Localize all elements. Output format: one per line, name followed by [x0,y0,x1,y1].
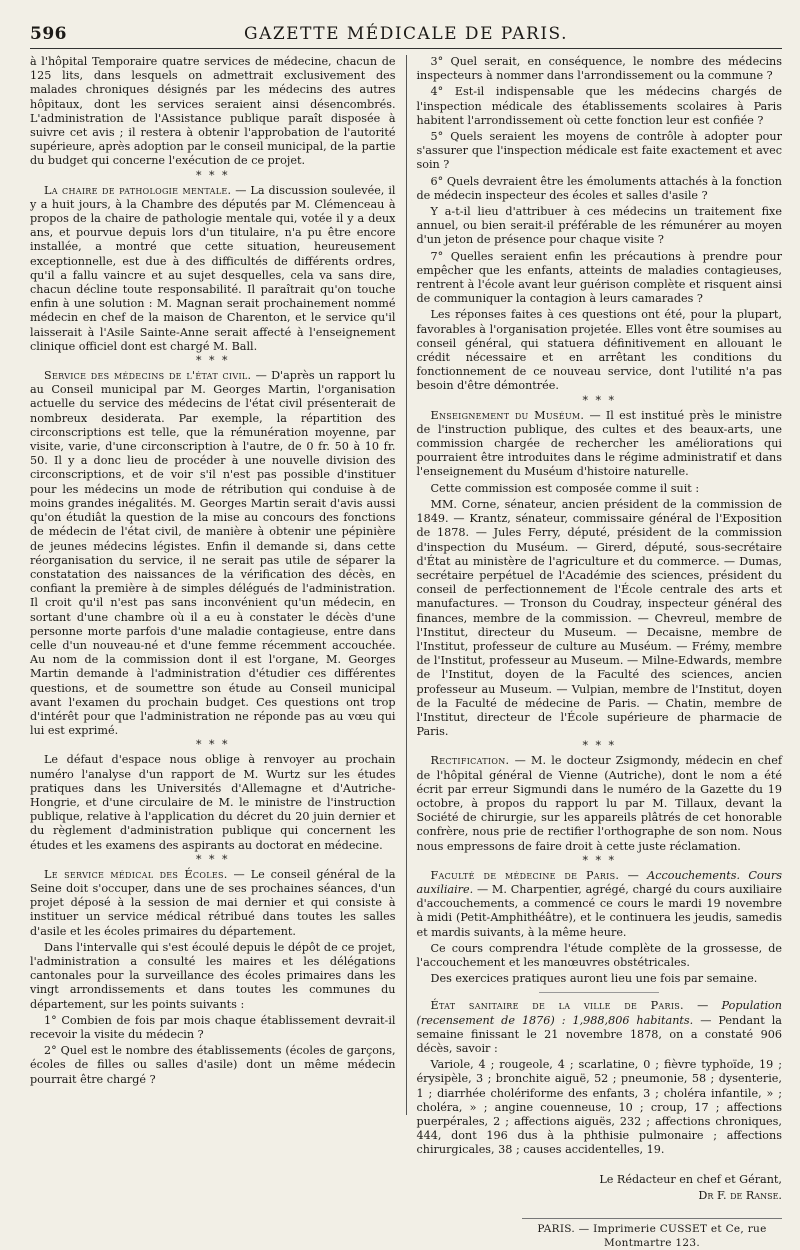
question-7: 7° Quelles seraient enfin les précautions à prendre pour empêcher que les enfants, atteints de maladies contagieuses, rentrent à l'école avant leur guérison complète et risquent ainsi de communiquer la contagion à leurs camarades ? [416,249,782,306]
ecoles-paragraph-2: Dans l'intervalle qui s'est écoulé depuis le dépôt de ce projet, l'administration a consulté les maires et les délégations cantonales pour la surveillance des écoles primaires dans les vingt arrondissements et dans toutes les communes du département, sur les points suivants : [30,940,396,1011]
section-separator: * * * [196,354,230,368]
faculte-article [416,869,782,940]
signature-block [416,1172,782,1204]
reponses-paragraph: Les réponses faites à ces questions ont été, pour la plupart, favorables à l'organisation projetée. Elles vont être soumises au conseil général, qui statuera définitivement en allouant le crédit nécessaire et en arrêtant les conditions du fonctionnement de ce nouveau service, dont l'utilité n'a pas besoin d'être démontrée. [416,308,782,393]
museum-members: MM. Corne, sénateur, ancien président de la commission de 1849. — Krantz, sénateur, commissaire général de l'Exposition de 1878. — Jules Ferry, député, président de la commission d'inspection du Muséum. — Girerd, député, sous-secrétaire d'État au ministère de l'agriculture et du commerce. — Dumas, secrétaire perpétuel de l'Académie des sciences, président du conseil de perfectionnement de l'École centrale des arts et manufactures. — Tronson du Coudray, inspecteur général des finances, membre de la commission. — Chevreul, membre de l'Institut, directeur du Museum. — Decaisne, membre de l'Institut, professeur de culture au Muséum. — Frémy, membre de l'Institut, professeur au Museum. — Milne-Edwards, membre de l'Institut, doyen de la Faculté des sciences, ancien professeur au Museum. — Vulpian, membre de l'Institut, doyen de la Faculté de médecine de Paris. — Chatin, membre de l'Institut, directeur de l'École supérieure de pharmacie de Paris. [416,497,782,739]
signature-name: Dr F. de Ranse. [698,1188,782,1202]
question-5: 5° Quels seraient les moyens de contrôle à adopter pour s'assurer que l'inspection médicale est faite exactement et avec soin ? [416,130,782,172]
section-separator: * * * [196,738,230,752]
question-6b: Y a-t-il lieu d'attribuer à ces médecins un traitement fixe annuel, ou bien serait-il préférable de les rémunérer au moyen d'un jeton de présence pour chaque visite ? [416,205,782,247]
signature-role: Le Rédacteur en chef et Gérant, [599,1172,782,1186]
sanitaire-subtitle: — Population (recensement de 1876) : 1,988,806 habitants. [416,999,782,1027]
faculte-subtitle: — Accouchements. Cours auxiliaire. [416,868,782,896]
left-column [30,55,406,1115]
defaut-paragraph: Le défaut d'espace nous oblige à renvoyer au prochain numéro l'analyse d'un rapport de M. Wurtz sur les études pratiques dans les Universités d'Allemagne et d'Autriche-Hongrie, et d'une circulaire de M. le ministre de l'instruction publique, relative à l'application du décret du 20 juin dernier et du règlement d'administration publique qui concernent les études et les examens des aspirants au doctorat en médecine. [30,753,396,852]
sanitaire-article [416,999,782,1056]
patho-body: — La discussion soulevée, il y a huit jours, à la Chambre des députés par M. Clémenceau à propos de la chaire de pathologie mentale qui, votée il y a deux ans, et pourvue depuis lors d'un titulaire, n'a pu être encore installée, a montré que cette situation, heureusement exceptionnelle, est due à des difficultés de différents ordres, qu'il a fallu vaincre et au sujet desquelles, cela va sans dire, chacun décline toute responsabilité. Il paraîtrait qu'on touche enfin à une solution : M. Magnan serait prochainement nommé médecin en chef de la maison de Charenton, et le service qu'il laisserait à l'Asile Sainte-Anne serait affecté à l'enseignement clinique officiel dont est chargé M. Ball. [30,183,396,353]
section-separator: * * * [582,853,616,867]
article-columns [30,55,782,1249]
museum-article [416,409,782,480]
question-4: 4° Est-il indispensable que les médecins chargés de l'inspection médicale des établissements scolaires à Paris habitent l'arrondissement où cette fonction leur est confiée ? [416,85,782,127]
page-number: 596 [30,24,67,44]
short-rule [539,992,659,993]
right-column [406,55,782,1249]
rectif-article [416,754,782,853]
faculte-body: — M. Charpentier, agrégé, chargé du cours auxiliaire d'accouchements, a commencé ce cours le mardi 19 novembre à midi (Petit-Amphithéâtre), et le continuera les jeudis, samedis et mardis suivants, à la même heure. [416,882,782,939]
intro-paragraph: à l'hôpital Temporaire quatre services de médecine, chacun de 125 lits, dans lesquels on admettrait exclusivement des malades chroniques désignés par les médecins des autres hôpitaux, dont les services seraient ainsi désencombrés. L'administration de l'Assistance publique paraît disposée à suivre cet avis ; il restera à obtenir l'approbation de l'autorité supérieure, après adoption par le conseil municipal, de la partie du budget qui concerne l'exécution de ce projet. [30,55,396,168]
section-separator: * * * [196,852,230,866]
etatcivil-article [30,369,396,738]
faculte-paragraph-3: Des exercices pratiques auront lieu une fois par semaine. [430,972,758,986]
rectif-title: Rectification. [430,754,510,768]
ecoles-article [30,868,396,939]
journal-title: GAZETTE MÉDICALE DE PARIS. [244,24,568,44]
ecoles-body: — Le conseil général de la Seine doit s'occuper, dans une de ses prochaines séances, d'un projet déposé à la session de mai dernier et qui consiste à instituer un service médical rétribué dans toutes les salles d'asile et les écoles primaires du département. [30,867,396,938]
sanitaire-body: — Pendant la semaine finissant le 21 novembre 1878, on a constaté 906 décès, savoir : [416,1013,782,1055]
section-separator: * * * [582,739,616,753]
patho-article [30,184,396,354]
faculte-paragraph-2: Ce cours comprendra l'étude complète de la grossesse, de l'accouchement et les manœuvres obstétricales. [416,941,782,969]
question-6: 6° Quels devraient être les émoluments attachés à la fonction de médecin inspecteur des écoles et salles d'asile ? [416,174,782,202]
etatcivil-title: Service des médecins de l'état civil. [44,369,252,383]
ecoles-title: Le service médical des Écoles. [44,867,228,881]
etatcivil-body: — D'après un rapport lu au Conseil municipal par M. Georges Martin, l'organisation actuelle du service des médecins de l'état civil présenterait de nombreux desiderata. Par exemple, la répartition des circonscriptions est telle, que la rémunération moyenne, par visite, varie, d'une circonscription à l'autre, de 0 fr. 50 à 10 fr. 50. Il y a donc lieu de procéder à une nouvelle division des circonscriptions, et de voir s'il n'est pas possible d'instituer pour les médecins un mode de rétribution qui conduise à de moins grandes inégalités. M. Georges Martin serait d'avis aussi qu'on étudiât la question de la mise au concours des fonctions de médecin de l'état civil, de manière à obtenir une pépinière de jeunes médecins légistes. Enfin il demande si, dans cette réorganisation du service, il ne serait pas utile de séparer la constatation des naissances de la vérification des décès, en confiant la première à de simples délégués de l'administration. Il croit qu'il n'est pas sans inconvénient qu'un médecin, en sortant d'une chambre où il a eu à constater le décès d'une personne morte parfois d'une maladie contagieuse, entre dans celle d'un nouveau-né et d'une femme récemment accouchée. Au nom de la commission dont il est l'organe, M. Georges Martin demande à l'administration d'étudier ces différentes questions, et de soumettre son étude au Conseil municipal avant l'examen du prochain budget. Ces questions ont trop d'intérêt pour que l'administration ne réponde pas au vœu qui lui est exprimé. [30,369,396,738]
museum-title: Enseignement du Muséum. [430,408,585,422]
faculte-title: Faculté de médecine de Paris. [430,868,620,882]
section-separator: * * * [196,168,230,182]
question-3: 3° Quel serait, en conséquence, le nombre des médecins inspecteurs à nommer dans l'arrondissement ou la commune ? [416,55,782,83]
printer-line: PARIS. — Imprimerie CUSSET et Ce, rue Montmartre 123. [522,1218,782,1250]
patho-title: La chaire de pathologie mentale. [44,183,232,197]
sanitaire-list: Variole, 4 ; rougeole, 4 ; scarlatine, 0 ; fièvre typhoïde, 19 ; érysipèle, 3 ; bronchite aiguë, 52 ; pneumonie, 58 ; dysenterie, 1 ; diarrhée cholériforme des enfants, 3 ; choléra infantile, » ; choléra, » ; angine couenneuse, 10 ; croup, 17 ; affections puerpérales, 2 ; affections aiguës, 232 ; affections chroniques, 444, dont 196 dus à la phthisie pulmonaire ; affections chirurgicales, 38 ; causes accidentelles, 19. [416,1058,782,1157]
question-1: 1° Combien de fois par mois chaque établissement devrait-il recevoir la visite du médecin ? [30,1013,396,1041]
museum-body: — Il est institué près le ministre de l'instruction publique, des cultes et des beaux-arts, une commission chargée de rechercher les améliorations qui pourraient être introduites dans le régime administratif et dans l'enseignement du Muséum d'histoire naturelle. [416,408,782,479]
sanitaire-title: État sanitaire de la ville de Paris. [430,999,684,1013]
museum-paragraph-2: Cette commission est composée comme il suit : [430,481,700,495]
rectif-body: — M. le docteur Zsigmondy, médecin en chef de l'hôpital général de Vienne (Autriche), dont le nom a été écrit par erreur Sigmundi dans le numéro de la Gazette du 19 octobre, à propos du rapport lu par M. Tillaux, devant la Société de chirurgie, sur les appareils plâtrés de cet honorable confrère, nous prie de rectifier l'orthographe de son nom. Nous nous empressons de faire droit à cette juste réclamation. [416,754,782,853]
page-header [30,22,782,49]
section-separator: * * * [582,393,616,407]
question-2: 2° Quel est le nombre des établissements (écoles de garçons, écoles de filles ou salles d'asile) dont un même médecin pourrait être chargé ? [30,1044,396,1086]
